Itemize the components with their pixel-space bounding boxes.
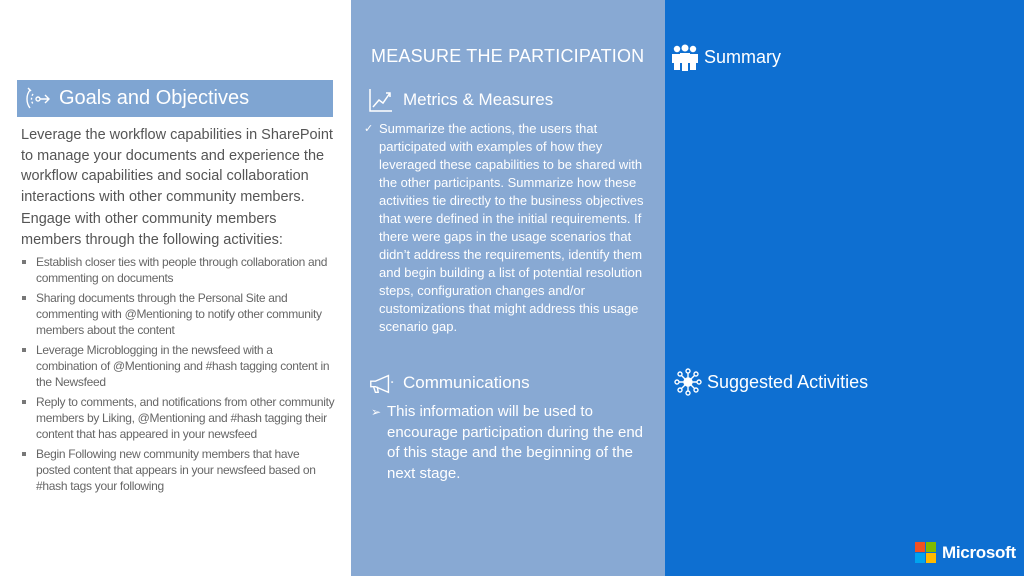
line-chart-icon [368, 87, 394, 113]
microsoft-logo-icon [915, 542, 936, 563]
activities-list [21, 254, 336, 494]
goal-target-icon [23, 84, 53, 114]
page-title: MEASURE THE PARTICIPATION [371, 46, 645, 66]
check-icon: ✓ [364, 123, 374, 135]
right-panel [665, 0, 1024, 576]
microsoft-logo [915, 542, 1016, 563]
list-item: Establish closer ties with people through collaboration and commenting on documents [21, 254, 336, 286]
suggested-title: Suggested Activities [707, 371, 869, 392]
communications-text: This information will be used to encourage participation during the end of this stage and the beginning of the next stage. [387, 403, 644, 482]
goals-header [17, 80, 333, 117]
communications-body [371, 402, 651, 484]
network-icon [673, 367, 703, 397]
list-item: Begin Following new community members that have posted content that appears in your newsfeed based on #hash tags your following [21, 446, 336, 494]
people-icon [670, 42, 700, 72]
communications-title: Communications [403, 373, 530, 392]
list-item: Leverage Microblogging in the newsfeed with a combination of @Mentioning and #hash tagging content in the Newsfeed [21, 342, 336, 390]
communications-header [368, 370, 530, 396]
goals-content [21, 125, 336, 498]
metrics-text: Summarize the actions, the users that participated with examples of how they leveraged these capabilities to be shared with the other participants. Summarize how these activities tie directly to the business objectives that were defined in the initial requirements. If there were gaps in the usage scenarios that didn’t address the requirements, identify them and begin building a list of potential resolution steps, configuration changes and/or customizations that might address this usage scenario gap. [379, 121, 644, 334]
arrow-bullet-icon: ➢ [371, 405, 382, 419]
goals-paragraph-1: Leverage the workflow capabilities in SharePoint to manage your documents and experience the workflow capabilities and social collaboration interactions with other community members. [21, 127, 333, 205]
brand-name: Microsoft [942, 542, 1016, 562]
summary-title: Summary [704, 46, 782, 67]
megaphone-icon [368, 370, 394, 396]
list-item: Sharing documents through the Personal Site and commenting with @Mentioning to notify other community members about the content [21, 290, 336, 338]
summary-header [670, 42, 781, 72]
metrics-title: Metrics & Measures [403, 90, 554, 109]
metrics-body [364, 120, 651, 336]
goals-title: Goals and Objectives [59, 87, 250, 109]
suggested-header [673, 367, 868, 397]
goals-paragraph-2: Engage with other community members members through the following activities: [21, 211, 283, 248]
metrics-header [368, 87, 553, 113]
list-item: Reply to comments, and notifications from other community members by Liking, @Mentioning and #hash tagging their content that has appeared in your newsfeed [21, 394, 336, 442]
